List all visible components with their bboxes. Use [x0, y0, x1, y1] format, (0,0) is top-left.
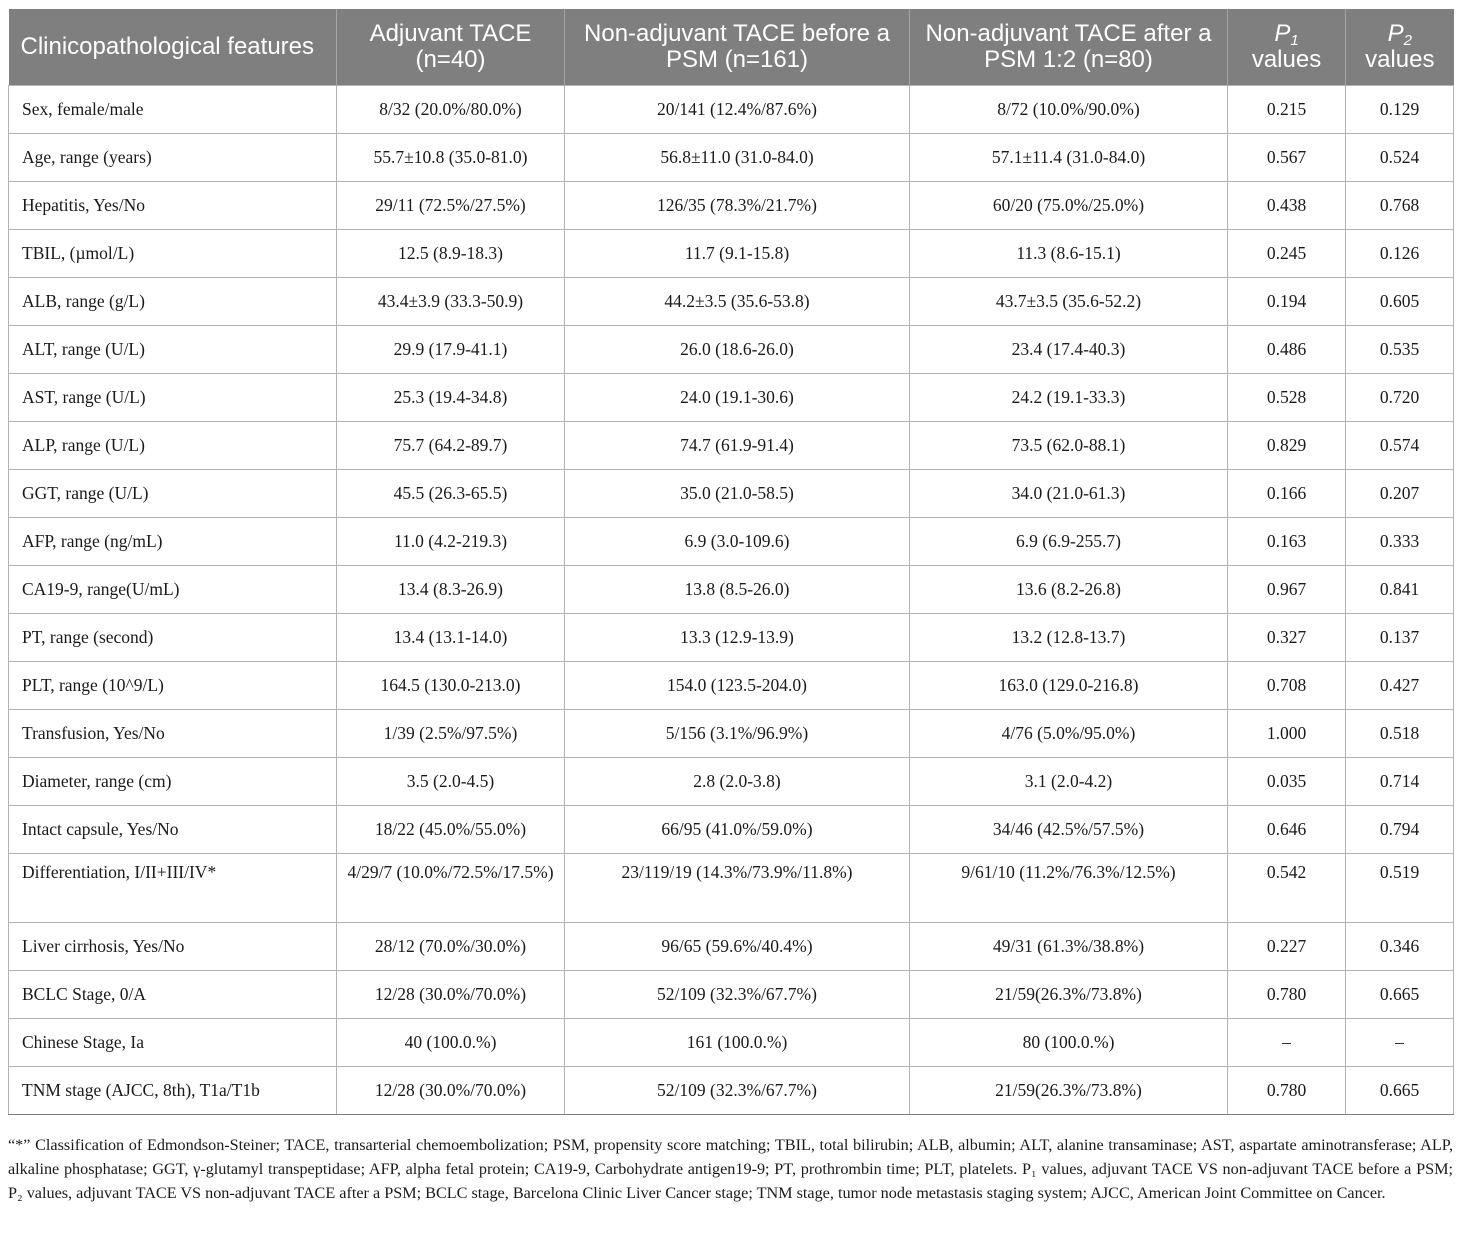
after-psm-cell: 43.7±3.5 (35.6-52.2): [910, 278, 1228, 326]
table-row: [9, 182, 1454, 230]
after-psm-cell: 80 (100.0.%): [910, 1019, 1228, 1067]
after-psm-cell: 163.0 (129.0-216.8): [910, 662, 1228, 710]
p1-value-cell: 0.245: [1228, 230, 1346, 278]
table-row: [9, 1019, 1454, 1067]
p2-value-cell: 0.768: [1346, 182, 1454, 230]
header-non-adjuvant-before-psm: Non-adjuvant TACE before a PSM (n=161): [565, 9, 910, 86]
header-features: Clinicopathological features: [9, 9, 337, 86]
p1-value-cell: 0.829: [1228, 422, 1346, 470]
after-psm-cell: 23.4 (17.4-40.3): [910, 326, 1228, 374]
before-psm-cell: 35.0 (21.0-58.5): [565, 470, 910, 518]
feature-cell: Liver cirrhosis, Yes/No: [9, 923, 337, 971]
before-psm-cell: 20/141 (12.4%/87.6%): [565, 86, 910, 134]
feature-cell: GGT, range (U/L): [9, 470, 337, 518]
p2-value-cell: 0.207: [1346, 470, 1454, 518]
before-psm-cell: 26.0 (18.6-26.0): [565, 326, 910, 374]
after-psm-cell: 60/20 (75.0%/25.0%): [910, 182, 1228, 230]
after-psm-cell: 13.2 (12.8-13.7): [910, 614, 1228, 662]
p2-value-cell: 0.535: [1346, 326, 1454, 374]
feature-cell: PLT, range (10^9/L): [9, 662, 337, 710]
p1-value-cell: 0.166: [1228, 470, 1346, 518]
after-psm-cell: 8/72 (10.0%/90.0%): [910, 86, 1228, 134]
table-row: [9, 854, 1454, 923]
before-psm-cell: 154.0 (123.5-204.0): [565, 662, 910, 710]
table-row: [9, 806, 1454, 854]
feature-cell: TNM stage (AJCC, 8th), T1a/T1b: [9, 1067, 337, 1115]
p2-value-cell: 0.518: [1346, 710, 1454, 758]
after-psm-cell: 34.0 (21.0-61.3): [910, 470, 1228, 518]
adjuvant-tace-cell: 25.3 (19.4-34.8): [337, 374, 565, 422]
p2-value-cell: 0.346: [1346, 923, 1454, 971]
feature-cell: BCLC Stage, 0/A: [9, 971, 337, 1019]
header-p2-letter: P: [1387, 20, 1404, 47]
after-psm-cell: 49/31 (61.3%/38.8%): [910, 923, 1228, 971]
table-row: [9, 470, 1454, 518]
p2-value-cell: 0.714: [1346, 758, 1454, 806]
header-non-adjuvant-after-psm: Non-adjuvant TACE after a PSM 1:2 (n=80): [910, 9, 1228, 86]
table-row: [9, 662, 1454, 710]
p1-value-cell: 0.528: [1228, 374, 1346, 422]
header-p2-word: values: [1365, 46, 1435, 73]
p2-value-cell: 0.794: [1346, 806, 1454, 854]
p1-value-cell: 0.708: [1228, 662, 1346, 710]
after-psm-cell: 34/46 (42.5%/57.5%): [910, 806, 1228, 854]
adjuvant-tace-cell: 45.5 (26.3-65.5): [337, 470, 565, 518]
p1-value-cell: 0.327: [1228, 614, 1346, 662]
adjuvant-tace-cell: 13.4 (8.3-26.9): [337, 566, 565, 614]
feature-cell: Transfusion, Yes/No: [9, 710, 337, 758]
p1-value-cell: 0.780: [1228, 971, 1346, 1019]
table-row: [9, 134, 1454, 182]
before-psm-cell: 56.8±11.0 (31.0-84.0): [565, 134, 910, 182]
adjuvant-tace-cell: 12/28 (30.0%/70.0%): [337, 1067, 565, 1115]
feature-cell: Chinese Stage, Ia: [9, 1019, 337, 1067]
p2-value-cell: 0.605: [1346, 278, 1454, 326]
header-p2-values: [1346, 9, 1454, 86]
adjuvant-tace-cell: 29.9 (17.9-41.1): [337, 326, 565, 374]
after-psm-cell: 3.1 (2.0-4.2): [910, 758, 1228, 806]
after-psm-cell: 9/61/10 (11.2%/76.3%/12.5%): [910, 854, 1228, 923]
p1-value-cell: 0.486: [1228, 326, 1346, 374]
after-psm-cell: 13.6 (8.2-26.8): [910, 566, 1228, 614]
before-psm-cell: 161 (100.0.%): [565, 1019, 910, 1067]
before-psm-cell: 52/109 (32.3%/67.7%): [565, 1067, 910, 1115]
p2-value-cell: 0.427: [1346, 662, 1454, 710]
after-psm-cell: 24.2 (19.1-33.3): [910, 374, 1228, 422]
header-row: [9, 9, 1454, 86]
before-psm-cell: 24.0 (19.1-30.6): [565, 374, 910, 422]
header-p1-letter: P: [1274, 20, 1291, 47]
p2-value-cell: 0.720: [1346, 374, 1454, 422]
p1-value-cell: –: [1228, 1019, 1346, 1067]
p1-value-cell: 0.035: [1228, 758, 1346, 806]
before-psm-cell: 13.8 (8.5-26.0): [565, 566, 910, 614]
before-psm-cell: 66/95 (41.0%/59.0%): [565, 806, 910, 854]
adjuvant-tace-cell: 13.4 (13.1-14.0): [337, 614, 565, 662]
adjuvant-tace-cell: 75.7 (64.2-89.7): [337, 422, 565, 470]
p2-value-cell: 0.519: [1346, 854, 1454, 923]
before-psm-cell: 13.3 (12.9-13.9): [565, 614, 910, 662]
table-row: [9, 758, 1454, 806]
table-row: [9, 923, 1454, 971]
p2-value-cell: 0.333: [1346, 518, 1454, 566]
feature-cell: ALP, range (U/L): [9, 422, 337, 470]
adjuvant-tace-cell: 3.5 (2.0-4.5): [337, 758, 565, 806]
table-header: [9, 9, 1454, 86]
feature-cell: Intact capsule, Yes/No: [9, 806, 337, 854]
table-body: [9, 86, 1454, 1115]
after-psm-cell: 73.5 (62.0-88.1): [910, 422, 1228, 470]
adjuvant-tace-cell: 1/39 (2.5%/97.5%): [337, 710, 565, 758]
adjuvant-tace-cell: 43.4±3.9 (33.3-50.9): [337, 278, 565, 326]
p2-value-cell: 0.841: [1346, 566, 1454, 614]
header-p1-word: values: [1251, 46, 1322, 73]
feature-cell: ALB, range (g/L): [9, 278, 337, 326]
before-psm-cell: 11.7 (9.1-15.8): [565, 230, 910, 278]
table-row: [9, 710, 1454, 758]
feature-cell: Age, range (years): [9, 134, 337, 182]
after-psm-cell: 57.1±11.4 (31.0-84.0): [910, 134, 1228, 182]
table-row: [9, 614, 1454, 662]
p1-value-cell: 0.542: [1228, 854, 1346, 923]
before-psm-cell: 23/119/19 (14.3%/73.9%/11.8%): [565, 854, 910, 923]
adjuvant-tace-cell: 8/32 (20.0%/80.0%): [337, 86, 565, 134]
table-row: [9, 422, 1454, 470]
table-row: [9, 86, 1454, 134]
adjuvant-tace-cell: 164.5 (130.0-213.0): [337, 662, 565, 710]
before-psm-cell: 52/109 (32.3%/67.7%): [565, 971, 910, 1019]
p1-value-cell: 1.000: [1228, 710, 1346, 758]
table-row: [9, 971, 1454, 1019]
table-row: [9, 374, 1454, 422]
p2-value-cell: 0.126: [1346, 230, 1454, 278]
feature-cell: PT, range (second): [9, 614, 337, 662]
header-p2-subscript: 2: [1403, 32, 1412, 49]
feature-cell: ALT, range (U/L): [9, 326, 337, 374]
adjuvant-tace-cell: 40 (100.0.%): [337, 1019, 565, 1067]
p1-value-cell: 0.780: [1228, 1067, 1346, 1115]
after-psm-cell: 4/76 (5.0%/95.0%): [910, 710, 1228, 758]
table-row: [9, 230, 1454, 278]
p2-value-cell: 0.574: [1346, 422, 1454, 470]
p1-value-cell: 0.438: [1228, 182, 1346, 230]
before-psm-cell: 5/156 (3.1%/96.9%): [565, 710, 910, 758]
feature-cell: Differentiation, I/II+III/IV*: [9, 854, 337, 923]
before-psm-cell: 74.7 (61.9-91.4): [565, 422, 910, 470]
table-row: [9, 1067, 1454, 1115]
feature-cell: AST, range (U/L): [9, 374, 337, 422]
table-row: [9, 326, 1454, 374]
p2-value-cell: 0.129: [1346, 86, 1454, 134]
clinicopathological-table: [8, 9, 1454, 1115]
feature-cell: Hepatitis, Yes/No: [9, 182, 337, 230]
after-psm-cell: 11.3 (8.6-15.1): [910, 230, 1228, 278]
feature-cell: CA19-9, range(U/mL): [9, 566, 337, 614]
p2-value-cell: 0.137: [1346, 614, 1454, 662]
before-psm-cell: 44.2±3.5 (35.6-53.8): [565, 278, 910, 326]
p1-value-cell: 0.967: [1228, 566, 1346, 614]
before-psm-cell: 126/35 (78.3%/21.7%): [565, 182, 910, 230]
adjuvant-tace-cell: 28/12 (70.0%/30.0%): [337, 923, 565, 971]
header-p1-subscript: 1: [1290, 32, 1299, 49]
p1-value-cell: 0.194: [1228, 278, 1346, 326]
p2-value-cell: 0.524: [1346, 134, 1454, 182]
after-psm-cell: 6.9 (6.9-255.7): [910, 518, 1228, 566]
feature-cell: Sex, female/male: [9, 86, 337, 134]
table-row: [9, 566, 1454, 614]
adjuvant-tace-cell: 4/29/7 (10.0%/72.5%/17.5%): [337, 854, 565, 923]
p2-value-cell: 0.665: [1346, 971, 1454, 1019]
after-psm-cell: 21/59(26.3%/73.8%): [910, 971, 1228, 1019]
table-footnote: “*” Classification of Edmondson-Steiner; TACE, transarterial chemoembolization; PSM, propensity score matching; TBIL, total bilirubin; ALB, albumin; ALT, alanine transaminase; AST, aspartate aminotransferase; ALP, alkaline phosphatase; GGT, γ-glutamyl transpeptidase; AFP, alpha fetal protein; CA19-9, Carbohydrate antigen19-9; PT, prothrombin time; PLT, platelets. P₁ values, adjuvant TACE VS non-adjuvant TACE before a PSM; P₂ values, adjuvant TACE VS non-adjuvant TACE after a PSM; BCLC stage, Barcelona Clinic Liver Cancer stage; TNM stage, tumor node metastasis staging system; AJCC, American Joint Committee on Cancer.: [8, 1136, 1453, 1202]
before-psm-cell: 96/65 (59.6%/40.4%): [565, 923, 910, 971]
adjuvant-tace-cell: 12/28 (30.0%/70.0%): [337, 971, 565, 1019]
adjuvant-tace-cell: 11.0 (4.2-219.3): [337, 518, 565, 566]
p1-value-cell: 0.163: [1228, 518, 1346, 566]
p1-value-cell: 0.215: [1228, 86, 1346, 134]
p1-value-cell: 0.227: [1228, 923, 1346, 971]
table-row: [9, 278, 1454, 326]
adjuvant-tace-cell: 55.7±10.8 (35.0-81.0): [337, 134, 565, 182]
adjuvant-tace-cell: 12.5 (8.9-18.3): [337, 230, 565, 278]
after-psm-cell: 21/59(26.3%/73.8%): [910, 1067, 1228, 1115]
adjuvant-tace-cell: 29/11 (72.5%/27.5%): [337, 182, 565, 230]
adjuvant-tace-cell: 18/22 (45.0%/55.0%): [337, 806, 565, 854]
before-psm-cell: 2.8 (2.0-3.8): [565, 758, 910, 806]
p2-value-cell: 0.665: [1346, 1067, 1454, 1115]
p1-value-cell: 0.567: [1228, 134, 1346, 182]
table-row: [9, 518, 1454, 566]
header-p1-values: [1228, 9, 1346, 86]
feature-cell: TBIL, (µmol/L): [9, 230, 337, 278]
header-adjuvant-tace: Adjuvant TACE (n=40): [337, 9, 565, 86]
clinicopathological-table-container: [8, 9, 1453, 1115]
p1-value-cell: 0.646: [1228, 806, 1346, 854]
before-psm-cell: 6.9 (3.0-109.6): [565, 518, 910, 566]
feature-cell: AFP, range (ng/mL): [9, 518, 337, 566]
feature-cell: Diameter, range (cm): [9, 758, 337, 806]
p2-value-cell: –: [1346, 1019, 1454, 1067]
